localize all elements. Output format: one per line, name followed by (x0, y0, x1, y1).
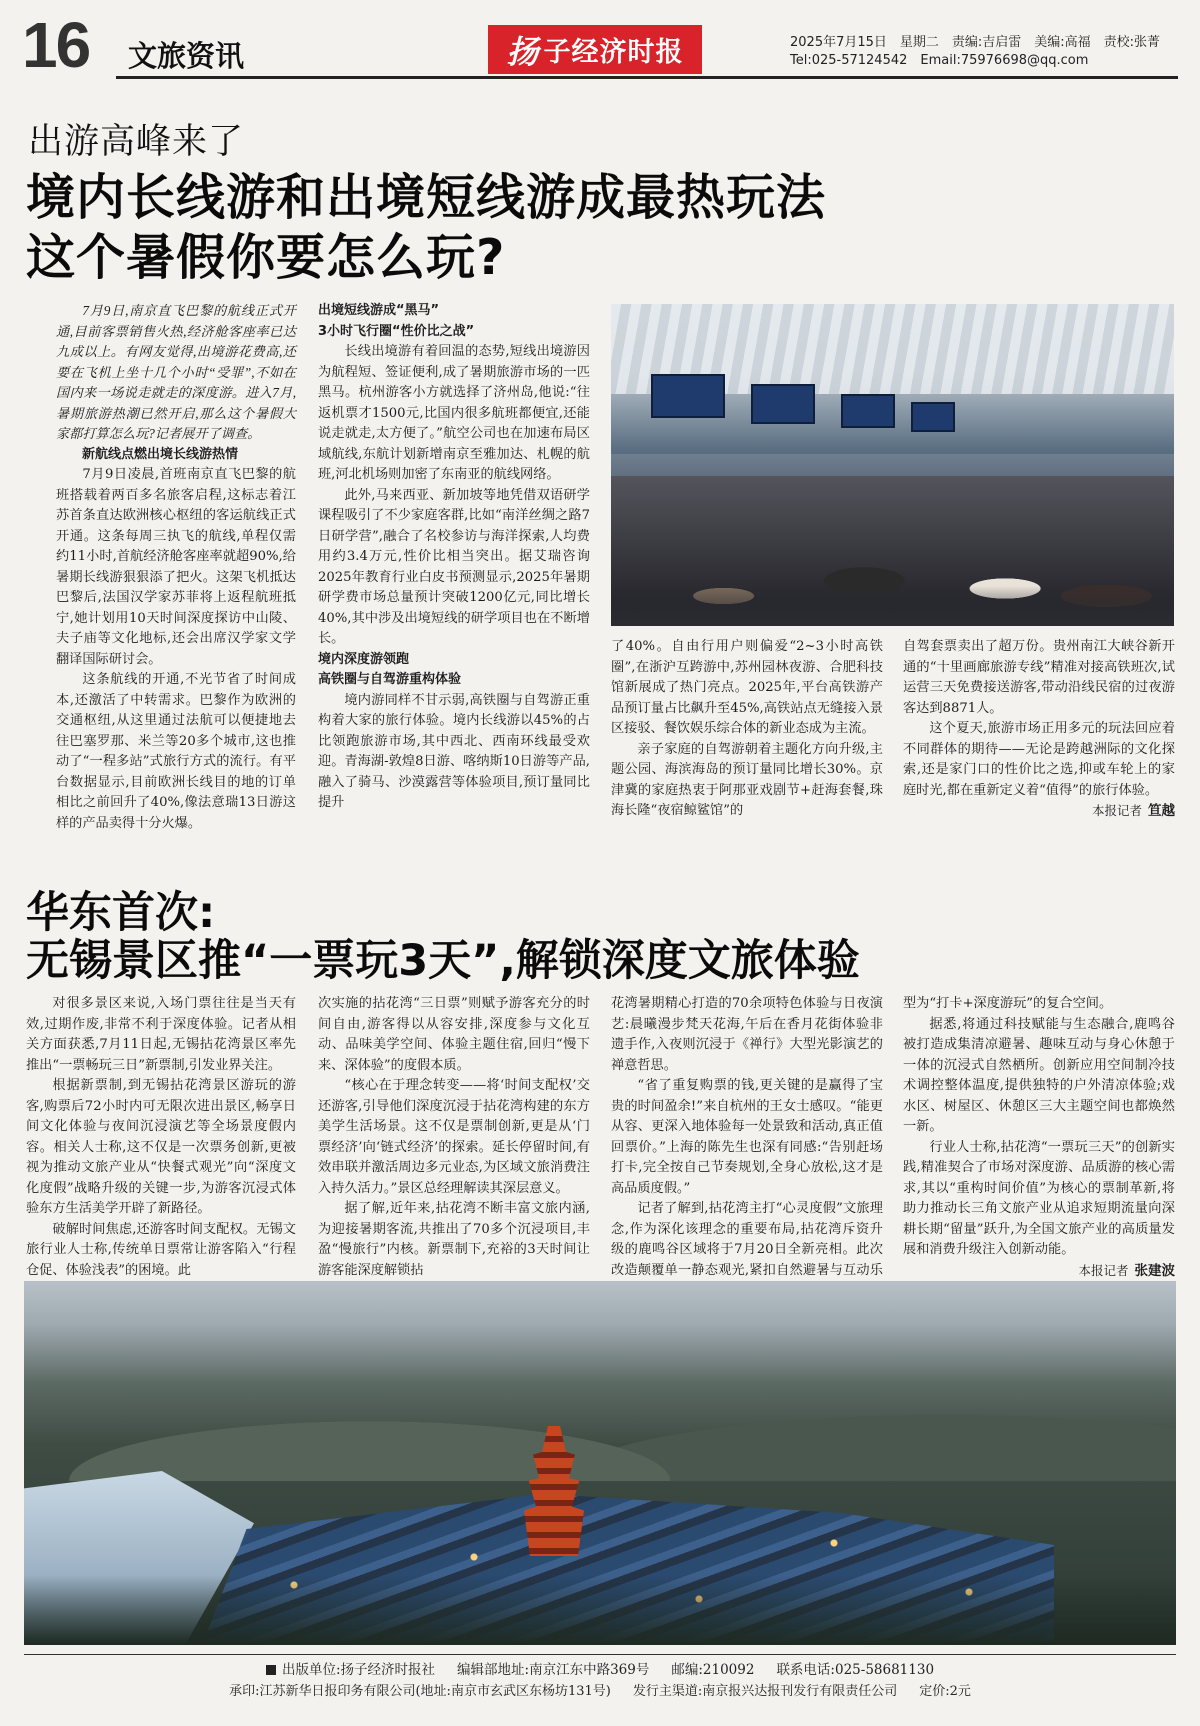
article2-paragraph: 行业人士称,拈花湾“一票玩三天”的创新实践,精准契合了市场对深度游、品质游的核心需求,其以“重构时间价值”为核心的票制革新,将助力推动长三角文旅产业从追求短期流量向深耕长期“留量”跃升,为全国文旅产业的高质量发展和消费升级注入创新动能。 (903, 1139, 1175, 1257)
article1-paragraph: 亲子家庭的自驾游朝着主题化方向升级,主题公园、海滨海岛的预订量同比增长30%。京津冀的家庭热衷于阿那亚戏剧节+赶海套餐,珠海长隆“夜宿鲸鲨馆”的 (611, 741, 883, 818)
contact-line: Tel:025-57124542 Email:75976698@qq.com (790, 53, 1089, 68)
footer-price: 定价:2元 (919, 1684, 971, 1699)
header-divider (116, 76, 1178, 79)
date-editors-line: 2025年7月15日 星期二 责编:吉启雷 美编:高福 责校:张菁 (790, 35, 1161, 50)
footer-divider (24, 1654, 1176, 1655)
article2-paragraph: 记者了解到,拈花湾主打“心灵度假”文旅理念,作为深化该理念的重要布局,拈花湾斥资升级的鹿鸣谷区域将于7月20日全新亮相。此次改造颠覆单一静态观光,紧扣自然避暑与互动乐 (611, 1201, 883, 1278)
footer-printer: 承印:江苏新华日报印务有限公司(地址:南京市玄武区东杨坊131号) (229, 1684, 611, 1699)
article1-kicker: 出游高峰来了 (28, 122, 245, 162)
article2-paragraph: 据了解,近年来,拈花湾不断丰富文旅内涵,为迎接暑期客流,共推出了70多个沉浸项目,丰盈“慢旅行”内核。新票制下,充裕的3天时间让游客能深度解锁拈 (318, 1201, 590, 1278)
article1-lead: 7月9日,南京直飞巴黎的航线正式开通,目前客票销售火热,经济舱客座率已达九成以上。有网友觉得,出境游花费高,还要在飞机上坐十几个小时“受罪”,不如在国内来一场说走就走的深度游。进入7月,暑期旅游热潮已然开启,那么这个暑假大家都打算怎么玩?记者展开了调查。 (56, 303, 296, 441)
article1-paragraph: 7月9日凌晨,首班南京直飞巴黎的航班搭载着两百多名旅客启程,这标志着江苏首条直达欧洲核心枢纽的客运航线正式开通。这条每周三执飞的航线,单程仅需约11小时,首航经济舱客座率就超90%,给暑期长线游狠狠添了把火。这架飞机抵达巴黎后,法国汉学家苏菲将上返程航班抵宁,她计划用10天时间深度探访中山陵、夫子庙等文化地标,还会出席汉学家文学翻译国际研讨会。 (56, 467, 296, 667)
article1-column-3 (611, 637, 883, 822)
article1-paragraph: 了40%。自由行用户则偏爱“2~3小时高铁圈”,在浙沪互跨游中,苏州园林夜游、合肥科技馆新展成了热门亮点。2025年,平台高铁游产品预订量占比飙升至45%,高铁站点无缝接入景区接驳、餐饮娱乐综合体的新业态成为主流。 (611, 639, 883, 736)
article2-paragraph: “省了重复购票的钱,更关键的是赢得了宝贵的时间盈余!”来自杭州的王女士感叹。“能更从容、更深入地体验每一处景致和活动,真正值回票价。”上海的陈先生也深有同感:“告别赶场打卡,完全按自己节奏规划,全身心放松,这才是高品质度假。” (611, 1078, 883, 1196)
masthead-calligraphy: 扬 (506, 32, 540, 71)
page-number: 16 (22, 9, 90, 81)
footer-publisher: 出版单位:扬子经济时报社 (281, 1662, 436, 1678)
article1-headline-line2: 这个暑假你要怎么玩? (26, 229, 506, 286)
article2-paragraph: 据悉,将通过科技赋能与生态融合,鹿鸣谷被打造成集清凉避暑、趣味互动与身心休憩于一体的沉浸式自然栖所。创新应用空间制冷技术调控整体温度,提供独特的户外清凉体验;戏水区、树屋区、休憩区三大主题空间也都焕然一新。 (903, 1016, 1175, 1134)
article2-paragraph: 次实施的拈花湾“三日票”则赋予游客充分的时间自由,游客得以从容安排,深度参与文化互动、品味美学空间、体验主题住宿,回归“慢下来、深体验”的度假本质。 (318, 996, 590, 1073)
footer-distributor: 发行主渠道:南京报兴达报刊发行有限责任公司 (632, 1684, 898, 1699)
article2-column-2 (318, 994, 590, 1281)
article2-paragraph: 对很多景区来说,入场门票往往是当天有效,过期作废,非常不利于深度体验。记者从相关方面获悉,7月11日起,无锡拈花湾景区率先推出“一票畅玩三日”新票制,引发业界关注。 (26, 996, 296, 1073)
article1-column-2 (318, 301, 590, 814)
article2-paragraph: 花湾暑期精心打造的70余项特色体验与日夜演艺:晨曦漫步梵天花海,午后在香月花街体验非遗手作,入夜则沉浸于《禅行》大型光影演艺的禅意哲思。 (611, 996, 883, 1073)
article1-headline: 境内长线游和出境短线游成最热玩法 (26, 169, 827, 226)
square-bullet-icon (266, 1665, 276, 1675)
article2-column-4 (903, 994, 1175, 1281)
footer-phone: 联系电话:025-58681130 (776, 1662, 935, 1678)
article1-paragraph: 境内游同样不甘示弱,高铁圈与自驾游正重构着大家的旅行体验。境内长线游以45%的占比领跑旅游市场,其中西北、西南环线最受欢迎。青海湖-敦煌8日游、喀纳斯10日游等产品,融入了骑马、沙漠露营等体验项目,预订量同比提升 (318, 692, 590, 810)
footer-address: 编辑部地址:南京江东中路369号 (457, 1662, 650, 1678)
article2-column-1 (26, 994, 296, 1281)
footer-printer-line (0, 1682, 1200, 1702)
article1-subhead-1: 新航线点燃出境长线游热情 (82, 446, 239, 462)
article2-byline (903, 1261, 1175, 1282)
article1-subhead-3b: 高铁圈与自驾游重构体验 (318, 672, 462, 687)
section-title: 文旅资讯 (128, 39, 245, 73)
article2-paragraph: 型为“打卡+深度游玩”的复合空间。 (903, 996, 1113, 1011)
article1-paragraph: 这个夏天,旅游市场正用多元的玩法回应着不同群体的期待——无论是跨越洲际的文化探索,还是家门口的性价比之选,抑或车轮上的家庭时光,都在重新定义着“值得”的旅行体验。 (903, 721, 1175, 798)
article1-paragraph: 这条航线的开通,不光节省了时间成本,还激活了中转需求。巴黎作为欧洲的交通枢纽,从这里通过法航可以便捷地去往巴塞罗那、米兰等20多个城市,这也推动了“一程多站”式旅行方式的流行。有平台数据显示,目前欧洲长线目的地的订单相比之前回升了40%,像法意瑞13日游这样的产品卖得十分火爆。 (56, 672, 296, 831)
article2-headline: 华东首次: (26, 888, 216, 938)
footer-postcode: 邮编:210092 (671, 1662, 755, 1678)
article2-paragraph: 破解时间焦虑,还游客时间支配权。无锡文旅行业人士称,传统单日票常让游客陷入“行程仓促、体验浅表”的困境。此 (26, 1221, 296, 1278)
article2-paragraph: “核心在于理念转变——将‘时间支配权’交还游客,引导他们深度沉浸于拈花湾构建的东方美学生活场景。这不仅是票制创新,更是从‘门票经济’向‘链式经济’的探索。延长停留时间,有效串联并激活周边多元业态,为区域文旅消费注入持久活力。”景区总经理解读其深层意义。 (318, 1078, 590, 1196)
article2-headline-line2: 无锡景区推“一票玩3天”,解锁深度文旅体验 (26, 936, 860, 986)
byline-name: 张建波 (1134, 1262, 1175, 1279)
article1-byline (903, 801, 1175, 822)
footer-publisher-line (0, 1660, 1200, 1680)
article1-paragraph: 自驾套票卖出了超万份。贵州南江大峡谷新开通的“十里画廊旅游专线”精准对接高铁班次,试运营三天免费接送游客,带动沿线民宿的过夜游客达到8871人。 (903, 639, 1175, 716)
masthead-title: 子经济时报 (543, 37, 684, 68)
article1-subhead-2a: 出境短线游成“黑马” (318, 303, 440, 318)
article1-column-4 (903, 637, 1175, 822)
scenic-area-photo (24, 1281, 1176, 1645)
masthead-logo (488, 25, 702, 74)
article1-paragraph: 长线出境游有着回温的态势,短线出境游因为航程短、签证便利,成了暑期旅游市场的一匹黑马。杭州游客小方就选择了济州岛,他说:“往返机票才1500元,比国内很多航班都便宜,还能说走就走,太方便了。”航空公司也在加速布局区域航线,东航计划新增南京至雅加达、札幌的航班,河北机场则加密了东南亚的航线网络。 (318, 344, 590, 482)
article1-subhead-3a: 境内深度游领跑 (318, 651, 410, 667)
byline-label: 本报记者 (1091, 803, 1142, 818)
byline-label: 本报记者 (1078, 1262, 1129, 1278)
article1-subhead-2b: 3小时飞行圈“性价比之战” (318, 323, 475, 339)
byline-name: 笪越 (1148, 803, 1175, 819)
article1-column-1 (56, 301, 296, 834)
article2-column-3 (611, 994, 883, 1302)
article2-paragraph: 根据新票制,到无锡拈花湾景区游玩的游客,购票后72小时内可无限次进出景区,畅享日间文化体验与夜间沉浸演艺等全场景度假内容。相关人士称,这不仅是一次票务创新,更被视为推动文旅产业从“快餐式观光”向“深度文化度假”战略升级的关键一步,为游客沉浸式体验东方生活美学开辟了新路径。 (26, 1078, 296, 1216)
airport-photo (611, 304, 1174, 626)
article1-paragraph: 此外,马来西亚、新加坡等地凭借双语研学课程吸引了不少家庭客群,比如“南洋丝绸之路7日研学营”,融合了名校参访与海洋探索,人均费用约3.4万元,性价比相当突出。据艾瑞咨询2025年教育行业白皮书预测显示,2025年暑期研学费市场总量预计突破1200亿元,同比增长40%,其中涉及出境短线的研学项目也在不断增长。 (318, 487, 590, 646)
